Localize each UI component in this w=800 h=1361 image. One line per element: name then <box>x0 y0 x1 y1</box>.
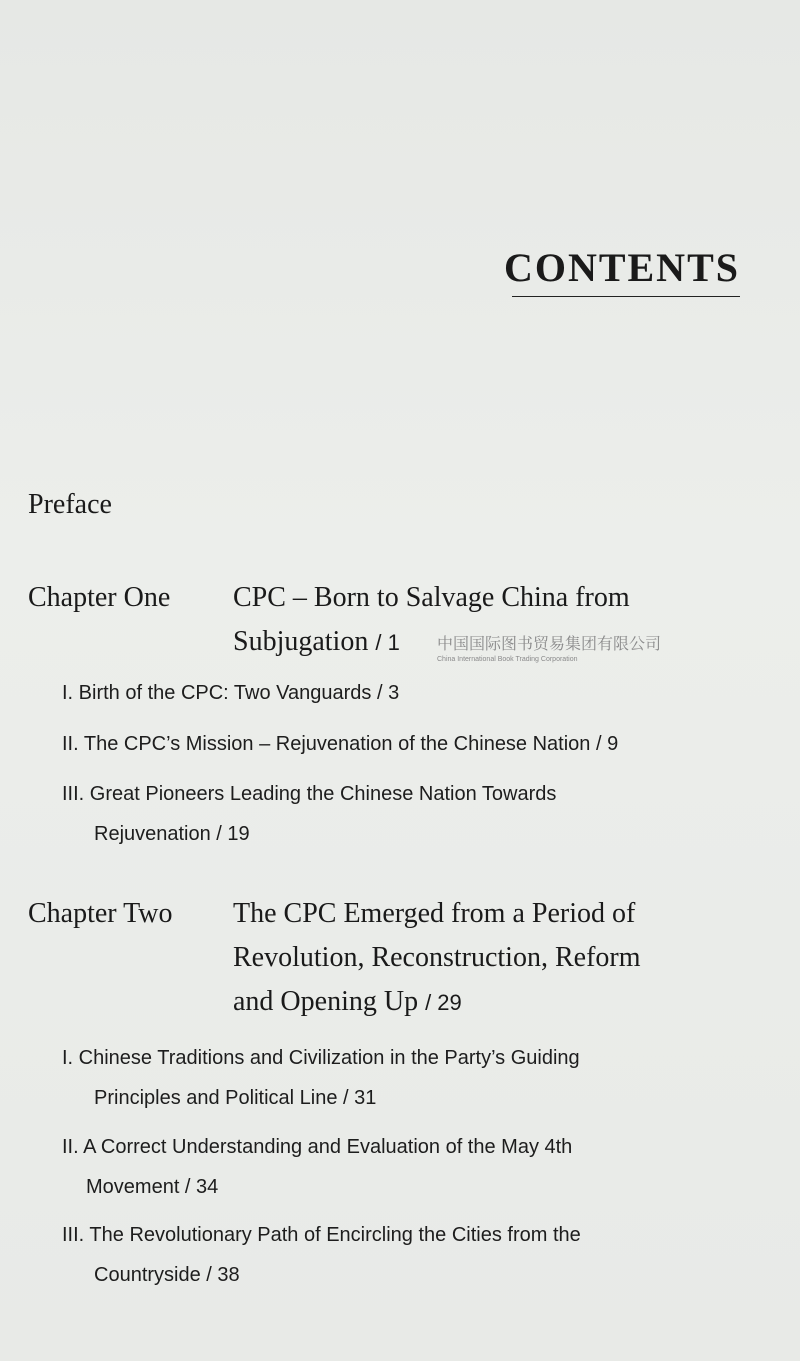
chapter-page-number: / 29 <box>425 990 462 1015</box>
contents-heading: CONTENTS <box>503 245 740 290</box>
toc-section <box>62 1038 742 1118</box>
toc-section-line: III. The Revolutionary Path of Encircling the Cities from the <box>62 1224 581 1246</box>
heading-rule <box>512 296 740 297</box>
chapter-label: Chapter One <box>28 582 171 613</box>
toc-section-continuation: Movement / 34 <box>86 1176 219 1198</box>
toc-section <box>62 1127 742 1207</box>
toc-section-line: III. Great Pioneers Leading the Chinese Nation Towards <box>62 783 557 805</box>
chapter-title: CPC – Born to Salvage China from Subjugation / 1 <box>233 582 630 657</box>
toc-section-continuation: Countryside / 38 <box>94 1264 240 1286</box>
toc-section-continuation: Rejuvenation / 19 <box>94 823 250 845</box>
chapter-page-number: / 1 <box>375 630 400 655</box>
toc-section <box>62 774 742 854</box>
chapter-title-line: Revolution, Reconstruction, Reform <box>233 942 641 973</box>
toc-section: I. Birth of the CPC: Two Vanguards / 3 <box>62 682 400 704</box>
toc-section-continuation: Principles and Political Line / 31 <box>94 1087 377 1109</box>
toc-section-line: II. A Correct Understanding and Evaluation of the May 4th <box>62 1136 573 1158</box>
publisher-watermark-english: China International Book Trading Corporation <box>437 656 578 663</box>
chapter-title-line: and Opening Up <box>233 986 419 1017</box>
toc-section: II. The CPC’s Mission – Rejuvenation of the Chinese Nation / 9 <box>62 733 619 755</box>
toc-section-line: I. Chinese Traditions and Civilization in the Party’s Guiding <box>62 1047 580 1069</box>
toc-section <box>62 1215 742 1295</box>
chapter-title <box>233 892 753 1025</box>
chapter-title-line: The CPC Emerged from a Period of <box>233 898 636 929</box>
publisher-watermark: 中国国际图书贸易集团有限公司 <box>437 636 662 653</box>
chapter-label: Chapter Two <box>28 898 173 929</box>
toc-preface: Preface <box>28 489 112 520</box>
